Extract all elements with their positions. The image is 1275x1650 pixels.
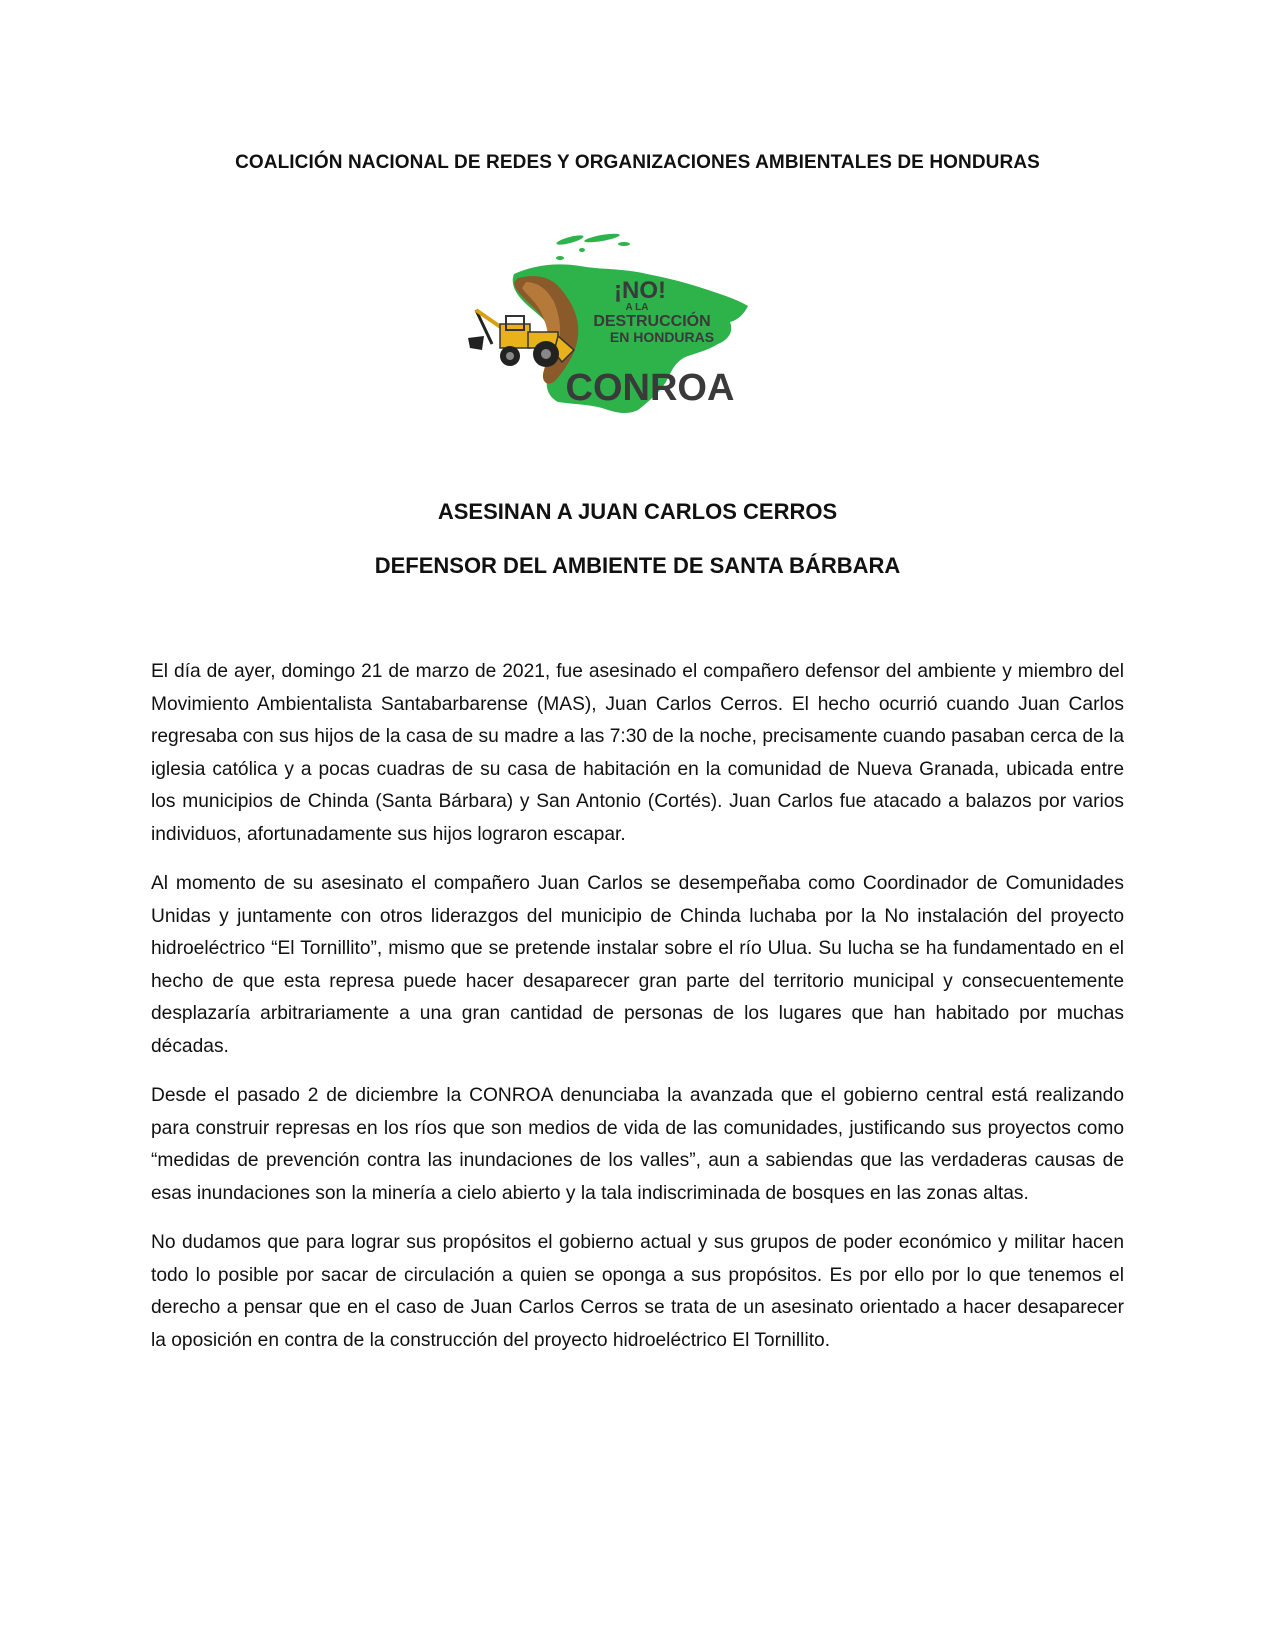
paragraph: No dudamos que para lograr sus propósitos el gobierno actual y sus grupos de poder económico y militar hacen todo lo posible por sacar de circulación a quien se oponga a sus propósitos. Es por ello por lo que tenemos el derecho a pensar que en el caso de Juan Carlos Cerros se trata de un asesinato orientado a hacer desaparecer la oposición en contra de la construcción del proyecto hidroeléctrico El Tornillito. — [151, 1232, 1124, 1351]
honduras-map-excavator-icon — [462, 232, 762, 432]
logo-en-honduras-text: EN HONDURAS — [609, 329, 715, 345]
paragraph: Desde el pasado 2 de diciembre la CONROA denunciaba la avanzada que el gobierno central está realizando para construir represas en los ríos que son medios de vida de las comunidades, justificando sus proyectos como “medidas de prevención contra las inundaciones de los valles”, aun a sabiendas que las verdaderas causas de esas inundaciones son la minería a cielo abierto y la tala indiscriminada de bosques en las zonas altas. — [151, 1085, 1124, 1204]
conroa-logo — [462, 232, 762, 432]
headline: ASESINAN A JUAN CARLOS CERROS — [437, 499, 838, 524]
organization-header: COALICIÓN NACIONAL DE REDES Y ORGANIZACIONES AMBIENTALES DE HONDURAS — [235, 152, 1040, 173]
paragraph: Al momento de su asesinato el compañero Juan Carlos se desempeñaba como Coordinador de Comunidades Unidas y juntamente con otros liderazgos del municipio de Chinda luchaba por la No instalación del proyecto hidroeléctrico “El Tornillito”, mismo que se pretende instalar sobre el río Ulua. Su lucha se ha fundamentado en el hecho de que esta represa puede hacer desaparecer gran parte del territorio municipal y consecuentemente desplazaría arbitrariamente a una gran cantidad de personas de los lugares que han habitado por muchas décadas. — [151, 873, 1124, 1057]
logo-a-la-text: A LA — [625, 302, 649, 313]
logo-no-text: ¡NO! — [614, 277, 666, 304]
logo-conroa-text: CONROA — [565, 367, 735, 409]
subheadline: DEFENSOR DEL AMBIENTE DE SANTA BÁRBARA — [374, 553, 901, 578]
article-body — [151, 656, 1124, 1374]
logo-destruccion-text: DESTRUCCIÓN — [593, 313, 711, 330]
paragraph: El día de ayer, domingo 21 de marzo de 2021, fue asesinado el compañero defensor del ambiente y miembro del Movimiento Ambientalista Santabarbarense (MAS), Juan Carlos Cerros. El hecho ocurrió cuando Juan Carlos regresaba con sus hijos de la casa de su madre a las 7:30 de la noche, precisamente cuando pasaban cerca de la iglesia católica y a pocas cuadras de su casa de habitación en la comunidad de Nueva Granada, ubicada entre los municipios de Chinda (Santa Bárbara) y San Antonio (Cortés). Juan Carlos fue atacado a balazos por varios individuos, afortunadamente sus hijos lograron escapar. — [151, 661, 1124, 845]
